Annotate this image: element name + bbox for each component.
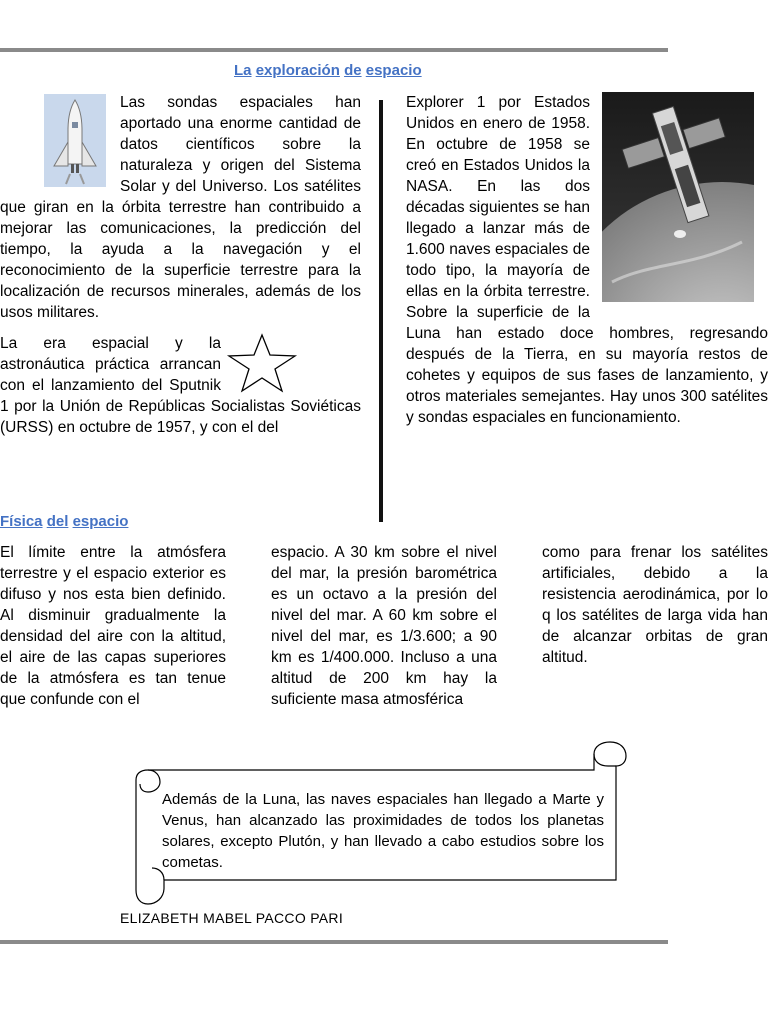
- right-paragraph: Explorer 1 por Estados Unidos en enero de 1958. En octubre de 1958 se creó en Estados Unidos la NASA. En las dos décadas siguientes se han llegado a lanzar más de 1.600 naves espaciales de todo tipo, la mayoría de ellas en la órbita terrestre. Sobre la superficie de la Luna han estado doce hombres, regresando después de la Tierra, en su mayoría restos de cohetes y equipos de sus fases de lanzamiento, y otros materiales semejantes. Hay unos 300 satélites y sondas espaciales en funcionamiento.: [406, 94, 768, 426]
- left-paragraph-2-text: La era espacial y la astronáutica práctica arrancan con el lanzamiento del Sputnik 1 por la Unión de Repúblicas Socialistas Soviéticas (URSS) en octubre de 1957, y con el del: [0, 335, 361, 436]
- title-word: exploración: [255, 62, 340, 79]
- author-name: ELIZABETH MABEL PACCO PARI: [120, 910, 344, 926]
- section-heading: [0, 513, 128, 530]
- subtitle-word: espacio: [72, 513, 129, 530]
- space-shuttle-image: [44, 94, 106, 187]
- right-column: [406, 92, 768, 428]
- title-word: espacio: [365, 62, 422, 79]
- column-divider: [379, 100, 383, 522]
- scroll-note: Además de la Luna, las naves espaciales han llegado a Marte y Venus, han alcanzado las proximidades de todos los planetas solares, excepto Plutón, y han llevado a cabo estudios sobre los cometas.: [162, 791, 604, 871]
- left-paragraph-1: Las sondas espaciales han aportado una enorme cantidad de datos científicos sobre la naturaleza y origen del Sistema Solar y del Universo. Los satélites que giran en la órbita terrestre han contribuido a mejorar las comunicaciones, la predicción del tiempo, la ayuda a la navegación y el reconocimiento de la superficie terrestre para la localización de recursos minerales, además de los usos militares.: [0, 94, 361, 321]
- bottom-rule: [0, 940, 668, 944]
- satellite-image: [602, 92, 754, 302]
- subtitle-word: del: [46, 513, 69, 530]
- left-column: [0, 92, 361, 438]
- star-icon: [225, 333, 299, 393]
- fisica-column-3: como para frenar los satélites artificiales, debido a la resistencia aerodinámica, por lo q los satélites de larga vida han de alcanzar orbitas de gran altitud.: [542, 544, 768, 666]
- subtitle-word: Física: [0, 513, 43, 530]
- title-word: La: [234, 62, 252, 79]
- top-rule: [0, 48, 668, 52]
- fisica-column-1: El límite entre la atmósfera terrestre y el espacio exterior es difuso y nos esta bien definido. Al disminuir gradualmente la densidad del aire con la altitud, el aire de las capas superiores de la atmósfera es tan tenue que confunde con el: [0, 544, 226, 708]
- fisica-column-2: espacio. A 30 km sobre el nivel del mar, la presión barométrica es un octavo a la presión del nivel del mar. A 60 km sobre el nivel del mar, es 1/3.600; a 90 km es 1/400.000. Incluso a una altitud de 200 km hay la suficiente masa atmosférica: [271, 544, 497, 708]
- page-title: [234, 62, 422, 79]
- title-word: de: [344, 62, 362, 79]
- left-paragraph-2: [0, 333, 361, 438]
